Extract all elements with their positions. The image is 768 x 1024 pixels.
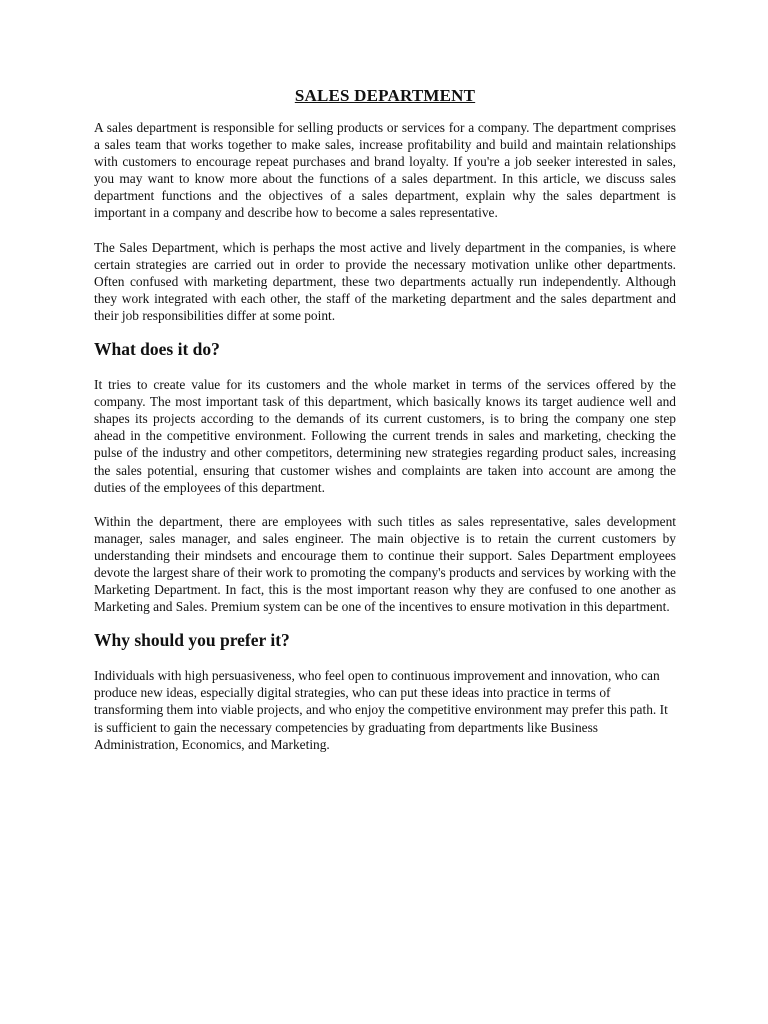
document-title: SALES DEPARTMENT [294,86,476,105]
intro-paragraph-2: The Sales Department, which is perhaps the most active and lively department in the companies, is where certain strategies are carried out in order to provide the necessary motivation unlike other departments. Often confused with marketing department, these two departments actually run independently. Although they work integrated with each other, the staff of the marketing department and the sales department and their job responsibilities differ at some point. [94,239,676,323]
why-prefer-it-paragraph-1: Individuals with high persuasiveness, who feel open to continuous improvement and innovation, who can produce new ideas, especially digital strategies, who can put these ideas into practice in terms of transforming them into viable projects, and who enjoy the competitive environment may prefer this path. It is sufficient to gain the necessary competencies by graduating from departments like Business Administration, Economics, and Marketing. [94,668,668,752]
document-page [94,86,676,753]
what-does-it-do-paragraph-1: It tries to create value for its customers and the whole market in terms of the services offered by the company. The most important task of this department, which basically knows its target audience well and shapes its projects according to the demands of its current customers, is to bring the company one step ahead in the competitive environment. Following the current trends in sales and marketing, checking the pulse of the industry and other competitors, determining new strategies regarding product sales, increasing the sales potential, ensuring that customer wishes and complaints are taken into account are among the duties of the employees of this department. [94,377,676,495]
section-heading-why-prefer-it: Why should you prefer it? [94,630,290,651]
section-heading-what-does-it-do: What does it do? [94,339,220,360]
what-does-it-do-paragraph-2: Within the department, there are employees with such titles as sales representative, sales development manager, sales manager, and sales engineer. The main objective is to retain the current customers by understanding their mindsets and encourage them to continue their support. Sales Department employees devote the largest share of their work to promoting the company's products and services by working with the Marketing Department. In fact, this is the most important reason why they are confused to one another as Marketing and Sales. Premium system can be one of the incentives to ensure motivation in this department. [94,513,676,615]
intro-paragraph-1: A sales department is responsible for selling products or services for a company. The department comprises a sales team that works together to make sales, increase profitability and build and maintain relationships with customers to encourage repeat purchases and brand loyalty. If you're a job seeker interested in sales, you may want to know more about the functions of a sales department. In this article, we discuss sales department functions and the objectives of a sales department, explain why the sales department is important in a company and describe how to become a sales representative. [94,120,676,221]
